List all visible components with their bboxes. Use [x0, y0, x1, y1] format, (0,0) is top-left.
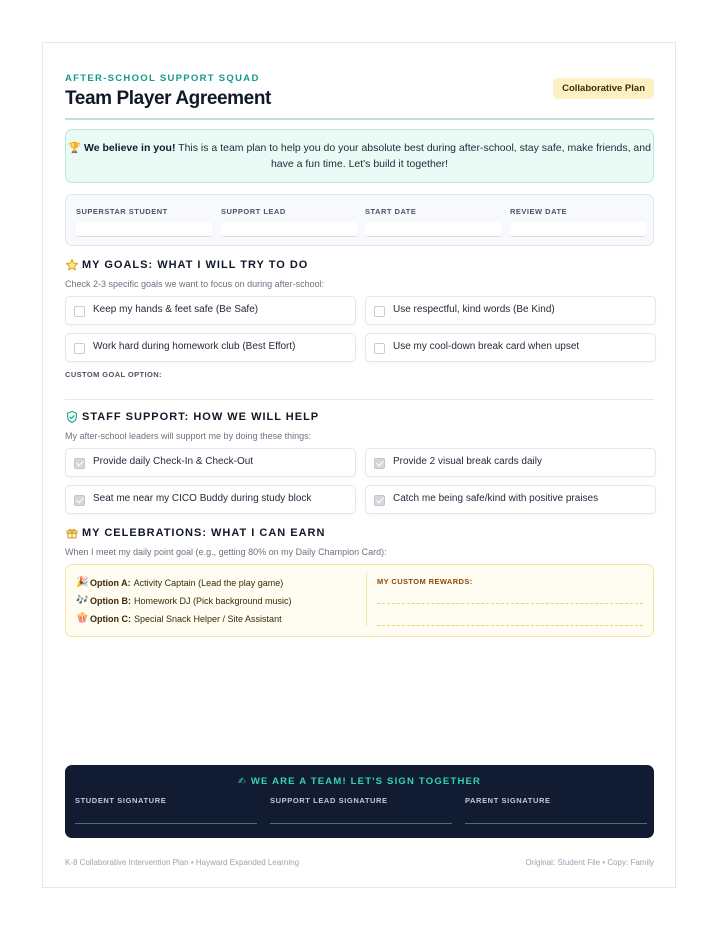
support-subtitle: My after-school leaders will support me by doing these things:	[65, 431, 312, 441]
field-label: SUPERSTAR STUDENT	[76, 207, 168, 216]
custom-reward-line[interactable]	[377, 625, 643, 626]
goal-option-label: Work hard during homework club (Best Effort)	[93, 341, 296, 352]
support-option-card[interactable]	[365, 448, 656, 477]
support-option-label: Catch me being safe/kind with positive praises	[393, 493, 599, 504]
support-option-card[interactable]	[65, 485, 356, 514]
celebrations-section-title	[65, 526, 325, 540]
student-info-panel	[65, 194, 654, 246]
support-checkbox[interactable]	[74, 458, 85, 469]
support-checkbox[interactable]	[374, 458, 385, 469]
goal-option-card[interactable]	[65, 296, 356, 325]
field-label: REVIEW DATE	[510, 207, 568, 216]
goal-option-label: Keep my hands & feet safe (Be Safe)	[93, 304, 259, 315]
celebrations-title-text: MY CELEBRATIONS: WHAT I CAN EARN	[82, 527, 326, 539]
custom-rewards-label: MY CUSTOM REWARDS:	[377, 577, 473, 586]
shield-check-icon	[65, 410, 79, 424]
popcorn-icon: 🍿	[76, 613, 89, 624]
goal-checkbox[interactable]	[74, 343, 85, 354]
program-eyebrow: AFTER-SCHOOL SUPPORT SQUAD	[65, 73, 260, 84]
reward-option-label: Option B:	[90, 595, 131, 606]
field-label: START DATE	[365, 207, 417, 216]
star-icon	[65, 258, 79, 272]
support-lead-field	[221, 207, 357, 237]
reward-option-text: Homework DJ (Pick background music)	[134, 595, 292, 606]
review-date-field	[510, 207, 646, 237]
support-option-card[interactable]	[65, 448, 356, 477]
signature-line[interactable]	[270, 823, 452, 824]
goal-checkbox[interactable]	[374, 343, 385, 354]
goals-title-text: MY GOALS: WHAT I WILL TRY TO DO	[82, 259, 309, 271]
signature-label: PARENT SIGNATURE	[465, 796, 551, 805]
custom-goal-label: CUSTOM GOAL OPTION:	[65, 370, 162, 379]
signature-label: STUDENT SIGNATURE	[75, 796, 167, 805]
reward-option	[76, 577, 283, 588]
support-option-label: Seat me near my CICO Buddy during study block	[93, 493, 312, 504]
support-option-label: Provide 2 visual break cards daily	[393, 456, 542, 467]
support-title-text: STAFF SUPPORT: HOW WE WILL HELP	[82, 411, 320, 423]
rewards-panel	[65, 564, 654, 637]
signature-label: SUPPORT LEAD SIGNATURE	[270, 796, 388, 805]
signature-panel	[65, 765, 654, 838]
reward-option	[76, 613, 282, 624]
goal-checkbox[interactable]	[374, 306, 385, 317]
student-signature-field[interactable]	[75, 796, 257, 824]
celebrations-subtitle: When I meet my daily point goal (e.g., getting 80% on my Daily Champion Card):	[65, 547, 387, 557]
reward-option-text: Activity Captain (Lead the play game)	[133, 577, 284, 588]
signature-line[interactable]	[465, 823, 647, 824]
reward-option-label: Option C:	[90, 613, 131, 624]
encouragement-callout	[65, 129, 654, 183]
gift-icon	[65, 526, 79, 540]
agreement-page	[42, 42, 676, 888]
goal-option-card[interactable]	[365, 333, 656, 362]
superstar-student-input[interactable]	[76, 222, 212, 237]
signature-line[interactable]	[75, 823, 257, 824]
trophy-icon: 🏆	[68, 142, 82, 154]
goals-subtitle: Check 2-3 specific goals we want to focus on during after-school:	[65, 279, 325, 289]
support-option-card[interactable]	[365, 485, 656, 514]
goal-option-label: Use my cool-down break card when upset	[393, 341, 580, 352]
header-divider	[65, 118, 654, 120]
support-checkbox[interactable]	[74, 495, 85, 506]
footer-copy-note: Original: Student File • Copy: Family	[525, 858, 654, 867]
signature-title	[65, 776, 654, 787]
support-lead-input[interactable]	[221, 222, 357, 237]
page-title: Team Player Agreement	[65, 88, 271, 109]
music-notes-icon: 🎶	[76, 595, 89, 606]
goal-option-card[interactable]	[65, 333, 356, 362]
review-date-input[interactable]	[510, 222, 646, 237]
support-lead-signature-field[interactable]	[270, 796, 452, 824]
plan-type-badge: Collaborative Plan	[553, 78, 654, 99]
reward-option-text: Special Snack Helper / Site Assistant	[134, 613, 282, 624]
rewards-divider	[366, 573, 367, 626]
reward-option-label: Option A:	[90, 577, 131, 588]
writing-hand-icon: ✍	[237, 776, 248, 787]
field-label: SUPPORT LEAD	[221, 207, 286, 216]
section-divider	[65, 399, 654, 400]
party-popper-icon: 🎉	[76, 577, 89, 588]
signature-title-text: WE ARE A TEAM! LET'S SIGN TOGETHER	[250, 776, 482, 787]
goal-option-label: Use respectful, kind words (Be Kind)	[393, 304, 555, 315]
goals-section-title	[65, 258, 308, 272]
support-checkbox[interactable]	[374, 495, 385, 506]
callout-text: This is a team plan to help you do your absolute best during after-school, stay safe, make friends, and have a fun time. Let's build it together!	[175, 142, 651, 170]
callout-bold: We believe in you!	[84, 142, 176, 154]
start-date-field	[365, 207, 501, 237]
support-option-label: Provide daily Check-In & Check-Out	[93, 456, 254, 467]
goal-checkbox[interactable]	[74, 306, 85, 317]
custom-reward-line[interactable]	[377, 603, 643, 604]
parent-signature-field[interactable]	[465, 796, 647, 824]
support-section-title	[65, 410, 319, 424]
start-date-input[interactable]	[365, 222, 501, 237]
footer-program: K-8 Collaborative Intervention Plan • Hayward Expanded Learning	[65, 858, 300, 867]
superstar-student-field	[76, 207, 212, 237]
reward-option	[76, 595, 292, 606]
goal-option-card[interactable]	[365, 296, 656, 325]
